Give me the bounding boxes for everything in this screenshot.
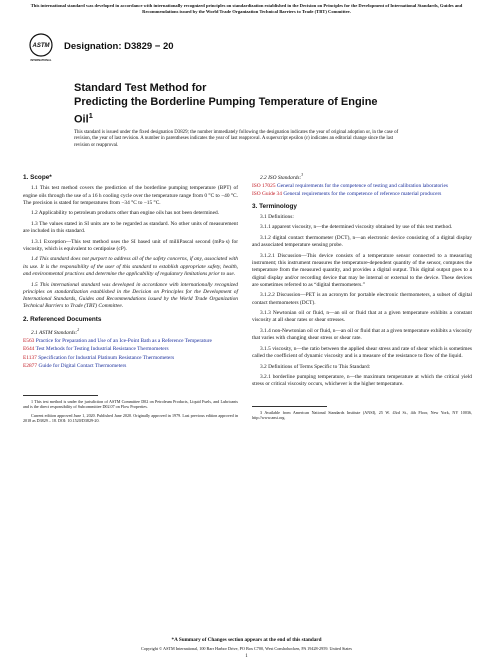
para-3-2: 3.2 Definitions of Terms Specific to This Standard: bbox=[260, 363, 371, 370]
ref-title[interactable]: Specification for Industrial Platinum Resistance Thermometers bbox=[38, 354, 175, 361]
summary-of-changes-note: *A Summary of Changes section appears at the end of this standard bbox=[171, 637, 322, 643]
designation: Designation: D3829 − 20 bbox=[64, 41, 174, 52]
para-1-4: 1.4 This standard does not purport to address all of the safety concerns, if any, associated with its use. It is the responsibility of the user of this standard to establish appropriate safety, health, and environmental practices and determine the applicability of regulatory limitations prior to use. bbox=[23, 256, 238, 278]
para-3-1-3: 3.1.3 Newtonian oil or fluid, n—an oil or fluid that at a given temperature exhibits a constant viscosity at all shear rates or shear stresses. bbox=[252, 310, 472, 324]
astm-logo bbox=[29, 33, 53, 63]
ref-item-iso[interactable] bbox=[252, 191, 472, 198]
para-3-1-2-2: 3.1.2.2 Discussion—PET is an acronym for portable electronic thermometers, a subset of digital contact thermometers (DCT). bbox=[252, 292, 472, 306]
para-1-3: 1.3 The values stated in SI units are to be regarded as standard. No other units of measurement are included in this standard. bbox=[23, 220, 238, 235]
title-line-1: Standard Test Method for bbox=[74, 82, 207, 94]
ref-code[interactable]: E2877 bbox=[23, 362, 38, 369]
para-1-1: 1.1 This test method covers the prediction of the borderline pumping temperature (BPT) of engine oils through the use of a 16 h cooling cycle over the temperature range from 0 °C to −40 °C. The precision is stated for temperatures from −34 °C to −15 °C. bbox=[23, 185, 238, 206]
right-column bbox=[252, 172, 472, 423]
page-number: 1 bbox=[245, 654, 248, 659]
section-terminology-heading: 3. Terminology bbox=[252, 202, 297, 210]
ref-item-astm[interactable] bbox=[23, 363, 238, 370]
iso-standards-label: 2.2 ISO Standards:$^3$ bbox=[260, 173, 304, 181]
footnote-1-edition: Current edition approved June 1, 2020. Published June 2020. Originally approved in 1979. Last previous edition approved in 2018 as D3829 – 18. DOI: 10.1520/D3829-20. bbox=[23, 412, 238, 424]
footnote-1: 1 This test method is under the jurisdiction of ASTM Committee D02 on Petroleum Products, Liquid Fuels, and Lubricants and is the direct responsibility of Subcommittee D02.07 on Flow Properties. bbox=[23, 399, 238, 410]
title-line-3: Oil bbox=[74, 113, 89, 126]
para-3-2-1: 3.2.1 borderline pumping temperature, n—the maximum temperature at which the critical yield stress or critical viscosity occurs, whichever is the higher temperature. bbox=[252, 374, 472, 388]
ref-item-iso[interactable] bbox=[252, 183, 472, 190]
copyright-line: Copyright © ASTM International, 100 Barr Harbor Drive, PO Box C700, West Conshohocken, PA 19428-2959. United States bbox=[141, 646, 352, 651]
title-footnote-mark: 1 bbox=[88, 111, 93, 120]
ref-code[interactable]: ISO 17025 bbox=[252, 183, 276, 190]
para-3-1-2: 3.1.2 digital contact thermometer (DCT), n—an electronic device consisting of a digital display and associated temperature sensing probe. bbox=[252, 234, 472, 249]
footnote-divider bbox=[252, 406, 327, 407]
ref-item-astm[interactable] bbox=[23, 346, 238, 353]
footnote-3: 3 Available from American National Standards Institute (ANSI), 25 W. 43rd St., 4th Floor, New York, NY 10036, http://www.ansi.org. bbox=[252, 409, 472, 420]
para-3-1-5: 3.1.5 viscosity, n—the ratio between the applied shear stress and rate of shear which is sometimes called the coefficient of dynamic viscosity and is a measure of the resistance to flow of the liquid. bbox=[252, 345, 472, 360]
ref-title[interactable]: Practice for Preparation and Use of an Ice-Point Bath as a Reference Temperature bbox=[35, 338, 212, 345]
ref-code[interactable]: E1137 bbox=[23, 354, 37, 361]
para-3-1: 3.1 Definitions: bbox=[260, 213, 294, 220]
para-3-1-2-1: 3.1.2.1 Discussion—This device consists of a temperature sensor connected to a measuring instrument; this instrument measures the temperature-dependent quantity of the sensor, computes the temperature from the measured quantity, and provides a digital output. This digital output goes to a digital display and/or recording device that may be internal or external to the device. These devices are sometimes referred to as “digital thermometers.” bbox=[252, 252, 472, 288]
ref-code[interactable]: ISO Guide 34 bbox=[252, 191, 282, 198]
header-notice: This international standard was developed in accordance with internationally recognized principles on standardization established in the Decision on Principles for the Development of International Standards, Guides and Recommendations issued by the World Trade Organization Technical Barriers to Trade (TBT) Committee. bbox=[30, 3, 463, 14]
ref-title[interactable]: Test Methods for Testing Industrial Resistance Thermometers bbox=[35, 346, 169, 353]
ref-title[interactable]: General requirements for the competence of testing and calibration laboratories bbox=[276, 183, 448, 190]
section-scope-heading: 1. Scope* bbox=[23, 174, 52, 181]
issued-note: This standard is issued under the fixed designation D3829; the number immediately following the designation indicates the year of original adoption or, in the case of revision, the year of last revision. A number in parentheses indicates the year of last reapproval. A superscript epsilon (ε) indicates an editorial change since the last revision or reapproval. bbox=[74, 130, 399, 148]
ref-code[interactable]: E563 bbox=[23, 338, 35, 345]
svg-text:INTERNATIONAL: INTERNATIONAL bbox=[30, 59, 52, 62]
ref-title[interactable]: General requirements for the competence of reference material producers bbox=[283, 191, 442, 198]
ref-item-astm[interactable] bbox=[23, 355, 238, 362]
para-1-5: 1.5 This international standard was developed in accordance with internationally recognized principles on standardization established in the Decision on Principles for the Development of International Standards, Guides and Recommendations issued by the World Trade Organization Technical Barriers to Trade (TBT) Committee. bbox=[23, 281, 238, 310]
para-3-1-1: 3.1.1 apparent viscosity, n—the determined viscosity obtained by use of this test method. bbox=[260, 224, 453, 231]
ref-title[interactable]: Guide for Digital Contact Thermometers bbox=[38, 362, 127, 369]
standard-title bbox=[74, 82, 378, 127]
para-3-1-4: 3.1.4 non-Newtonian oil or fluid, n—an oil or fluid that at a given temperature exhibits a viscosity that varies with changing shear stress or shear rate. bbox=[252, 327, 472, 342]
ref-code[interactable]: E644 bbox=[23, 346, 35, 353]
left-column bbox=[23, 172, 238, 426]
section-refdocs-heading: 2. Referenced Documents bbox=[23, 315, 102, 323]
title-line-2: Predicting the Borderline Pumping Temperature of Engine bbox=[74, 95, 378, 108]
astm-standards-label: 2.1 ASTM Standards:$^2$ bbox=[31, 327, 80, 336]
footnote-divider bbox=[23, 395, 98, 396]
para-1-2: 1.2 Applicability to petroleum products other than engine oils has not been determined. bbox=[31, 210, 220, 217]
ref-item-astm[interactable] bbox=[23, 338, 238, 345]
svg-text:ASTM: ASTM bbox=[32, 43, 50, 49]
para-1-3-1: 1.3.1 Exception—This test method uses the SI based unit of milliPascal second (mPa·s) for viscosity, which is equivalent to centipoise (cP). bbox=[23, 238, 238, 252]
